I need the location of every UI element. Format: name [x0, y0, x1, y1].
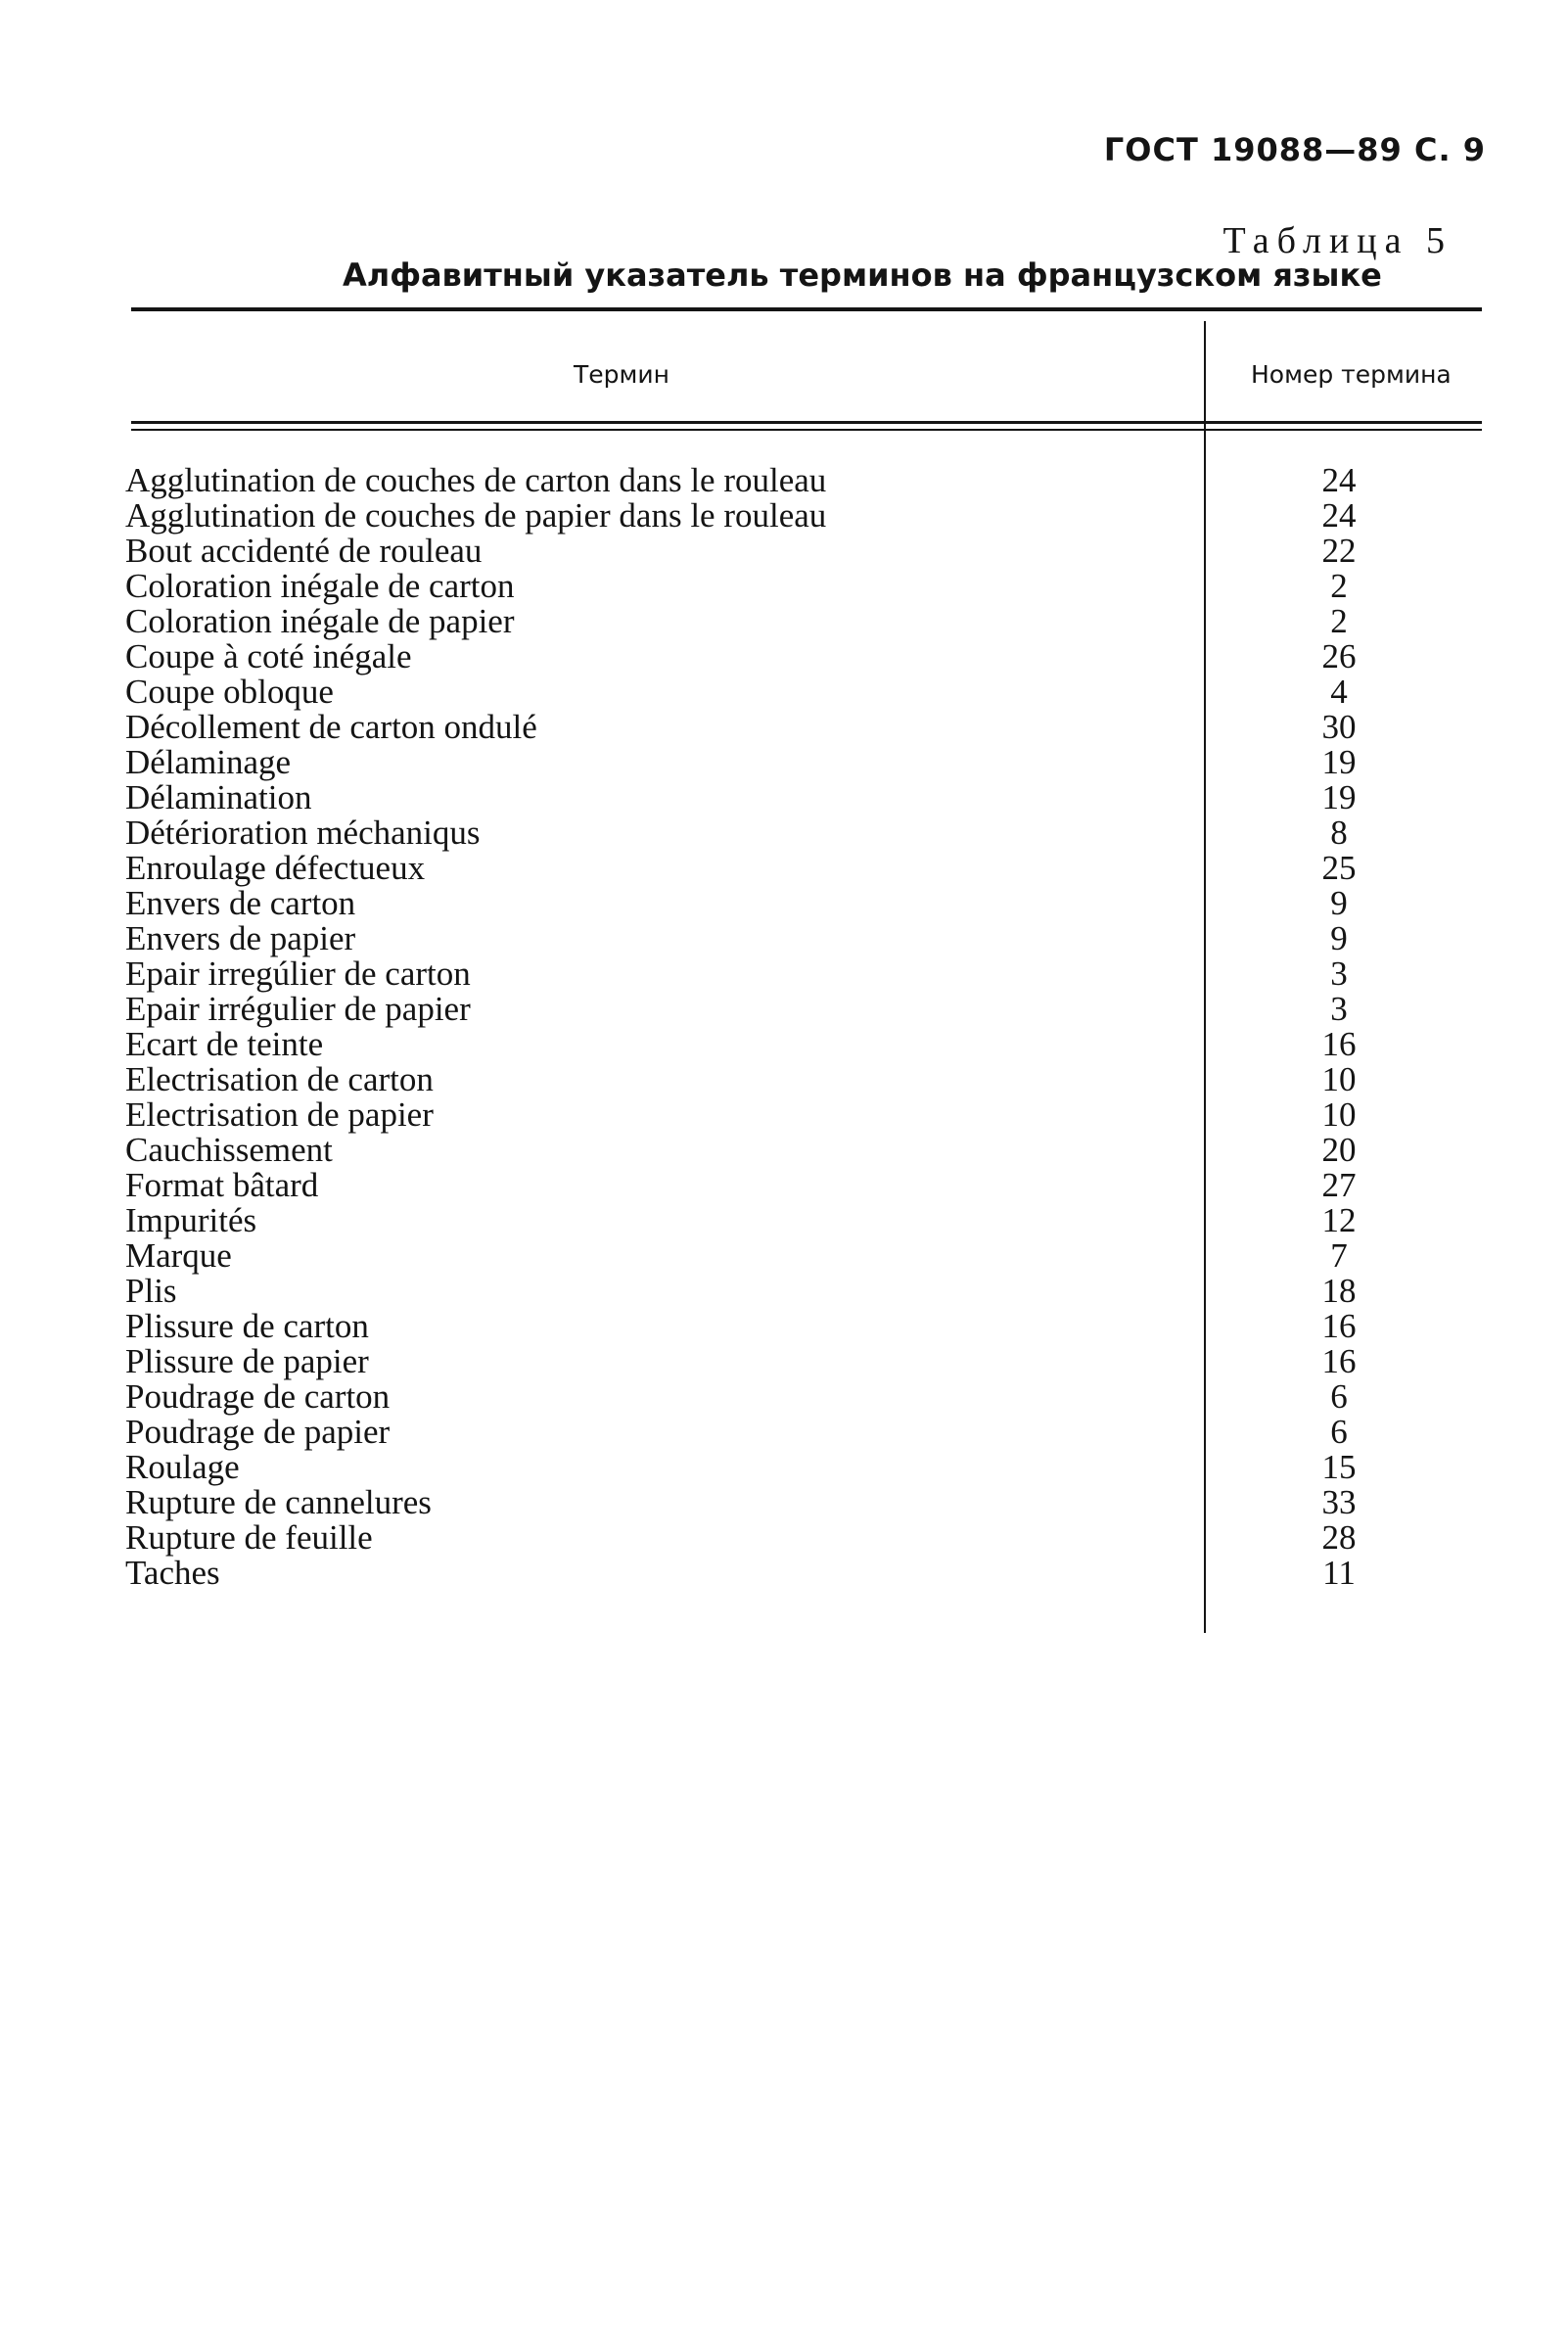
- term-text: Marque: [125, 1236, 232, 1275]
- term-text: Enroulage défectueux: [125, 849, 426, 887]
- term-number: 24: [1321, 496, 1357, 535]
- term-number: 30: [1321, 708, 1357, 746]
- table-row: [125, 956, 1378, 992]
- term-text: Electrisation de carton: [125, 1060, 434, 1098]
- term-text: Cauchissement: [125, 1131, 333, 1169]
- term-text: Poudrage de papier: [125, 1413, 391, 1451]
- term-text: Détérioration méchaniqus: [125, 814, 481, 852]
- term-text: Plis: [125, 1272, 177, 1310]
- term-number: 20: [1321, 1131, 1357, 1169]
- term-text: Envers de carton: [125, 884, 356, 922]
- table-row: [125, 1556, 1378, 1591]
- term-number: 11: [1322, 1554, 1356, 1592]
- table-title: Алфавитный указатель терминов на французском языке: [343, 256, 1382, 294]
- term-text: Format bâtard: [125, 1166, 319, 1204]
- term-text: Rupture de cannelures: [125, 1483, 432, 1521]
- table-top-rule: [131, 307, 1482, 311]
- term-number: 6: [1330, 1413, 1348, 1451]
- table-row: [125, 1274, 1378, 1309]
- table-row: [125, 1450, 1378, 1485]
- column-header-term: Термин: [574, 360, 669, 389]
- term-text: Epair irrégulier de papier: [125, 990, 471, 1028]
- table-row: [125, 1027, 1378, 1062]
- table-row: [125, 992, 1378, 1027]
- term-number: 22: [1321, 532, 1357, 570]
- table-row: [125, 1133, 1378, 1168]
- term-number: 24: [1321, 461, 1357, 499]
- table-row: [125, 780, 1378, 815]
- term-text: Agglutination de couches de carton dans le rouleau: [125, 461, 827, 499]
- table-row: [125, 851, 1378, 886]
- document-reference: ГОСТ 19088—89 С. 9: [1103, 131, 1486, 168]
- column-header-number: Номер термина: [1251, 360, 1452, 389]
- term-number: 19: [1321, 743, 1357, 781]
- term-number: 7: [1330, 1236, 1348, 1275]
- term-number: 28: [1321, 1518, 1357, 1557]
- table-row: [125, 921, 1378, 956]
- term-text: Coupe obloque: [125, 673, 334, 711]
- table-row: [125, 1062, 1378, 1097]
- table-row: [125, 534, 1378, 569]
- term-number: 2: [1330, 602, 1348, 640]
- table-row: [125, 745, 1378, 780]
- term-number: 3: [1330, 954, 1348, 993]
- table-row: [125, 815, 1378, 851]
- term-text: Plissure de carton: [125, 1307, 369, 1345]
- term-number: 4: [1330, 673, 1348, 711]
- table-row: [125, 1097, 1378, 1133]
- table-number: Таблица 5: [1222, 220, 1453, 261]
- term-number: 19: [1321, 778, 1357, 816]
- term-text: Epair irregúlier de carton: [125, 954, 471, 993]
- term-text: Coloration inégale de carton: [125, 567, 515, 605]
- term-text: Plissure de papier: [125, 1342, 369, 1380]
- term-number: 26: [1321, 637, 1357, 675]
- term-number: 9: [1330, 884, 1348, 922]
- term-number: 10: [1321, 1095, 1357, 1134]
- term-text: Bout accidenté de rouleau: [125, 532, 483, 570]
- table-row: [125, 1379, 1378, 1415]
- term-number: 18: [1321, 1272, 1357, 1310]
- term-text: Délamination: [125, 778, 312, 816]
- term-number: 33: [1321, 1483, 1357, 1521]
- term-text: Coloration inégale de papier: [125, 602, 515, 640]
- term-number: 2: [1330, 567, 1348, 605]
- term-number: 8: [1330, 814, 1348, 852]
- table-row: [125, 1168, 1378, 1203]
- table-row: [125, 639, 1378, 675]
- term-number: 6: [1330, 1377, 1348, 1416]
- term-text: Décollement de carton ondulé: [125, 708, 537, 746]
- table-row: [125, 498, 1378, 534]
- table-row: [125, 1203, 1378, 1238]
- term-list: [125, 463, 1378, 1591]
- table-row: [125, 604, 1378, 639]
- term-number: 16: [1321, 1307, 1357, 1345]
- term-number: 15: [1321, 1448, 1357, 1486]
- term-text: Coupe à coté inégale: [125, 637, 412, 675]
- term-text: Taches: [125, 1554, 220, 1592]
- term-text: Rupture de feuille: [125, 1518, 373, 1557]
- table-row: [125, 1344, 1378, 1379]
- term-text: Délaminage: [125, 743, 292, 781]
- table-row: [125, 710, 1378, 745]
- term-text: Impurités: [125, 1201, 257, 1239]
- term-number: 27: [1321, 1166, 1357, 1204]
- table-row: [125, 886, 1378, 921]
- table-row: [125, 463, 1378, 498]
- table-row: [125, 569, 1378, 604]
- term-text: Poudrage de carton: [125, 1377, 391, 1416]
- term-text: Envers de papier: [125, 919, 356, 957]
- header-rule: [131, 421, 1482, 424]
- term-number: 25: [1321, 849, 1357, 887]
- term-number: 16: [1321, 1025, 1357, 1063]
- table-row: [125, 1415, 1378, 1450]
- term-number: 9: [1330, 919, 1348, 957]
- term-text: Electrisation de papier: [125, 1095, 434, 1134]
- table-row: [125, 1485, 1378, 1520]
- term-text: Agglutination de couches de papier dans le rouleau: [125, 496, 827, 535]
- table-row: [125, 1309, 1378, 1344]
- term-text: Ecart de teinte: [125, 1025, 324, 1063]
- term-number: 16: [1321, 1342, 1357, 1380]
- term-number: 3: [1330, 990, 1348, 1028]
- table-row: [125, 1238, 1378, 1274]
- header-rule-secondary: [131, 429, 1482, 431]
- table-row: [125, 1520, 1378, 1556]
- term-text: Roulage: [125, 1448, 240, 1486]
- term-number: 12: [1321, 1201, 1357, 1239]
- table-row: [125, 675, 1378, 710]
- term-number: 10: [1321, 1060, 1357, 1098]
